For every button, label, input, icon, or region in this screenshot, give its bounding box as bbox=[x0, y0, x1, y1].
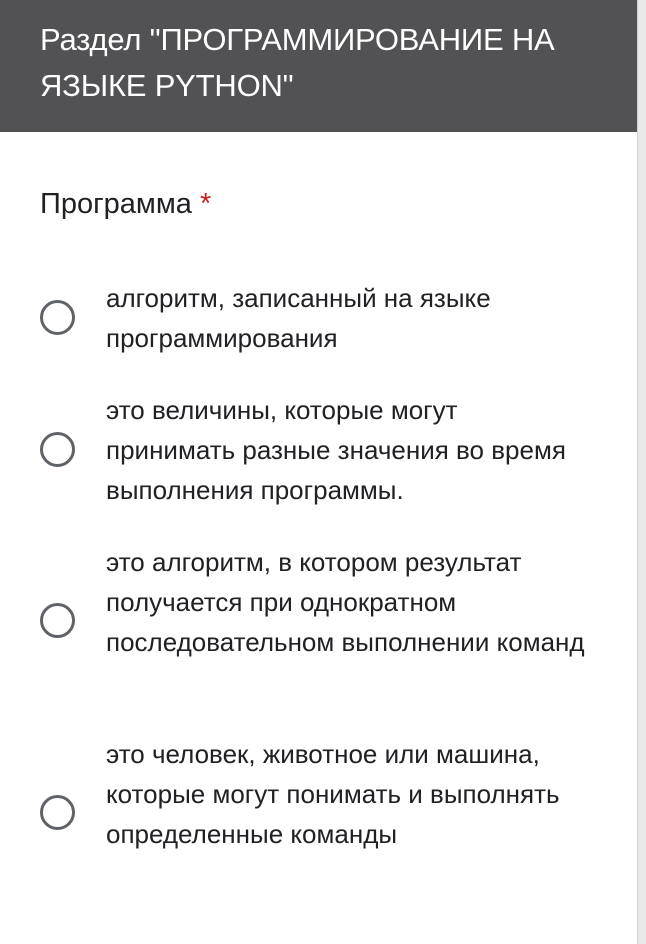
section-header bbox=[0, 0, 637, 132]
radio-option-label-2[interactable]: это величины, которые могут принимать разные значения во время выполнения программы. bbox=[106, 395, 566, 505]
radio-button-3[interactable] bbox=[40, 603, 75, 638]
section-title: Раздел "ПРОГРАММИРОВАНИЕ НА ЯЗЫКЕ PYTHON" bbox=[40, 22, 555, 103]
radio-button-1[interactable] bbox=[40, 300, 75, 335]
required-asterisk: * bbox=[199, 188, 212, 220]
radio-option-label-1[interactable]: алгоритм, записанный на языке программирования bbox=[106, 283, 491, 353]
question-title-text: Программа bbox=[40, 188, 192, 220]
radio-option-label-3[interactable]: это алгоритм, в котором результат получается при однократном последовательном выполнении команд bbox=[106, 547, 585, 657]
radio-button-2[interactable] bbox=[40, 432, 75, 467]
radio-option-label-4[interactable]: это человек, животное или машина, которые могут понимать и выполнять определенные команды bbox=[106, 739, 560, 849]
question-title bbox=[40, 184, 211, 224]
radio-button-4[interactable] bbox=[40, 795, 75, 830]
